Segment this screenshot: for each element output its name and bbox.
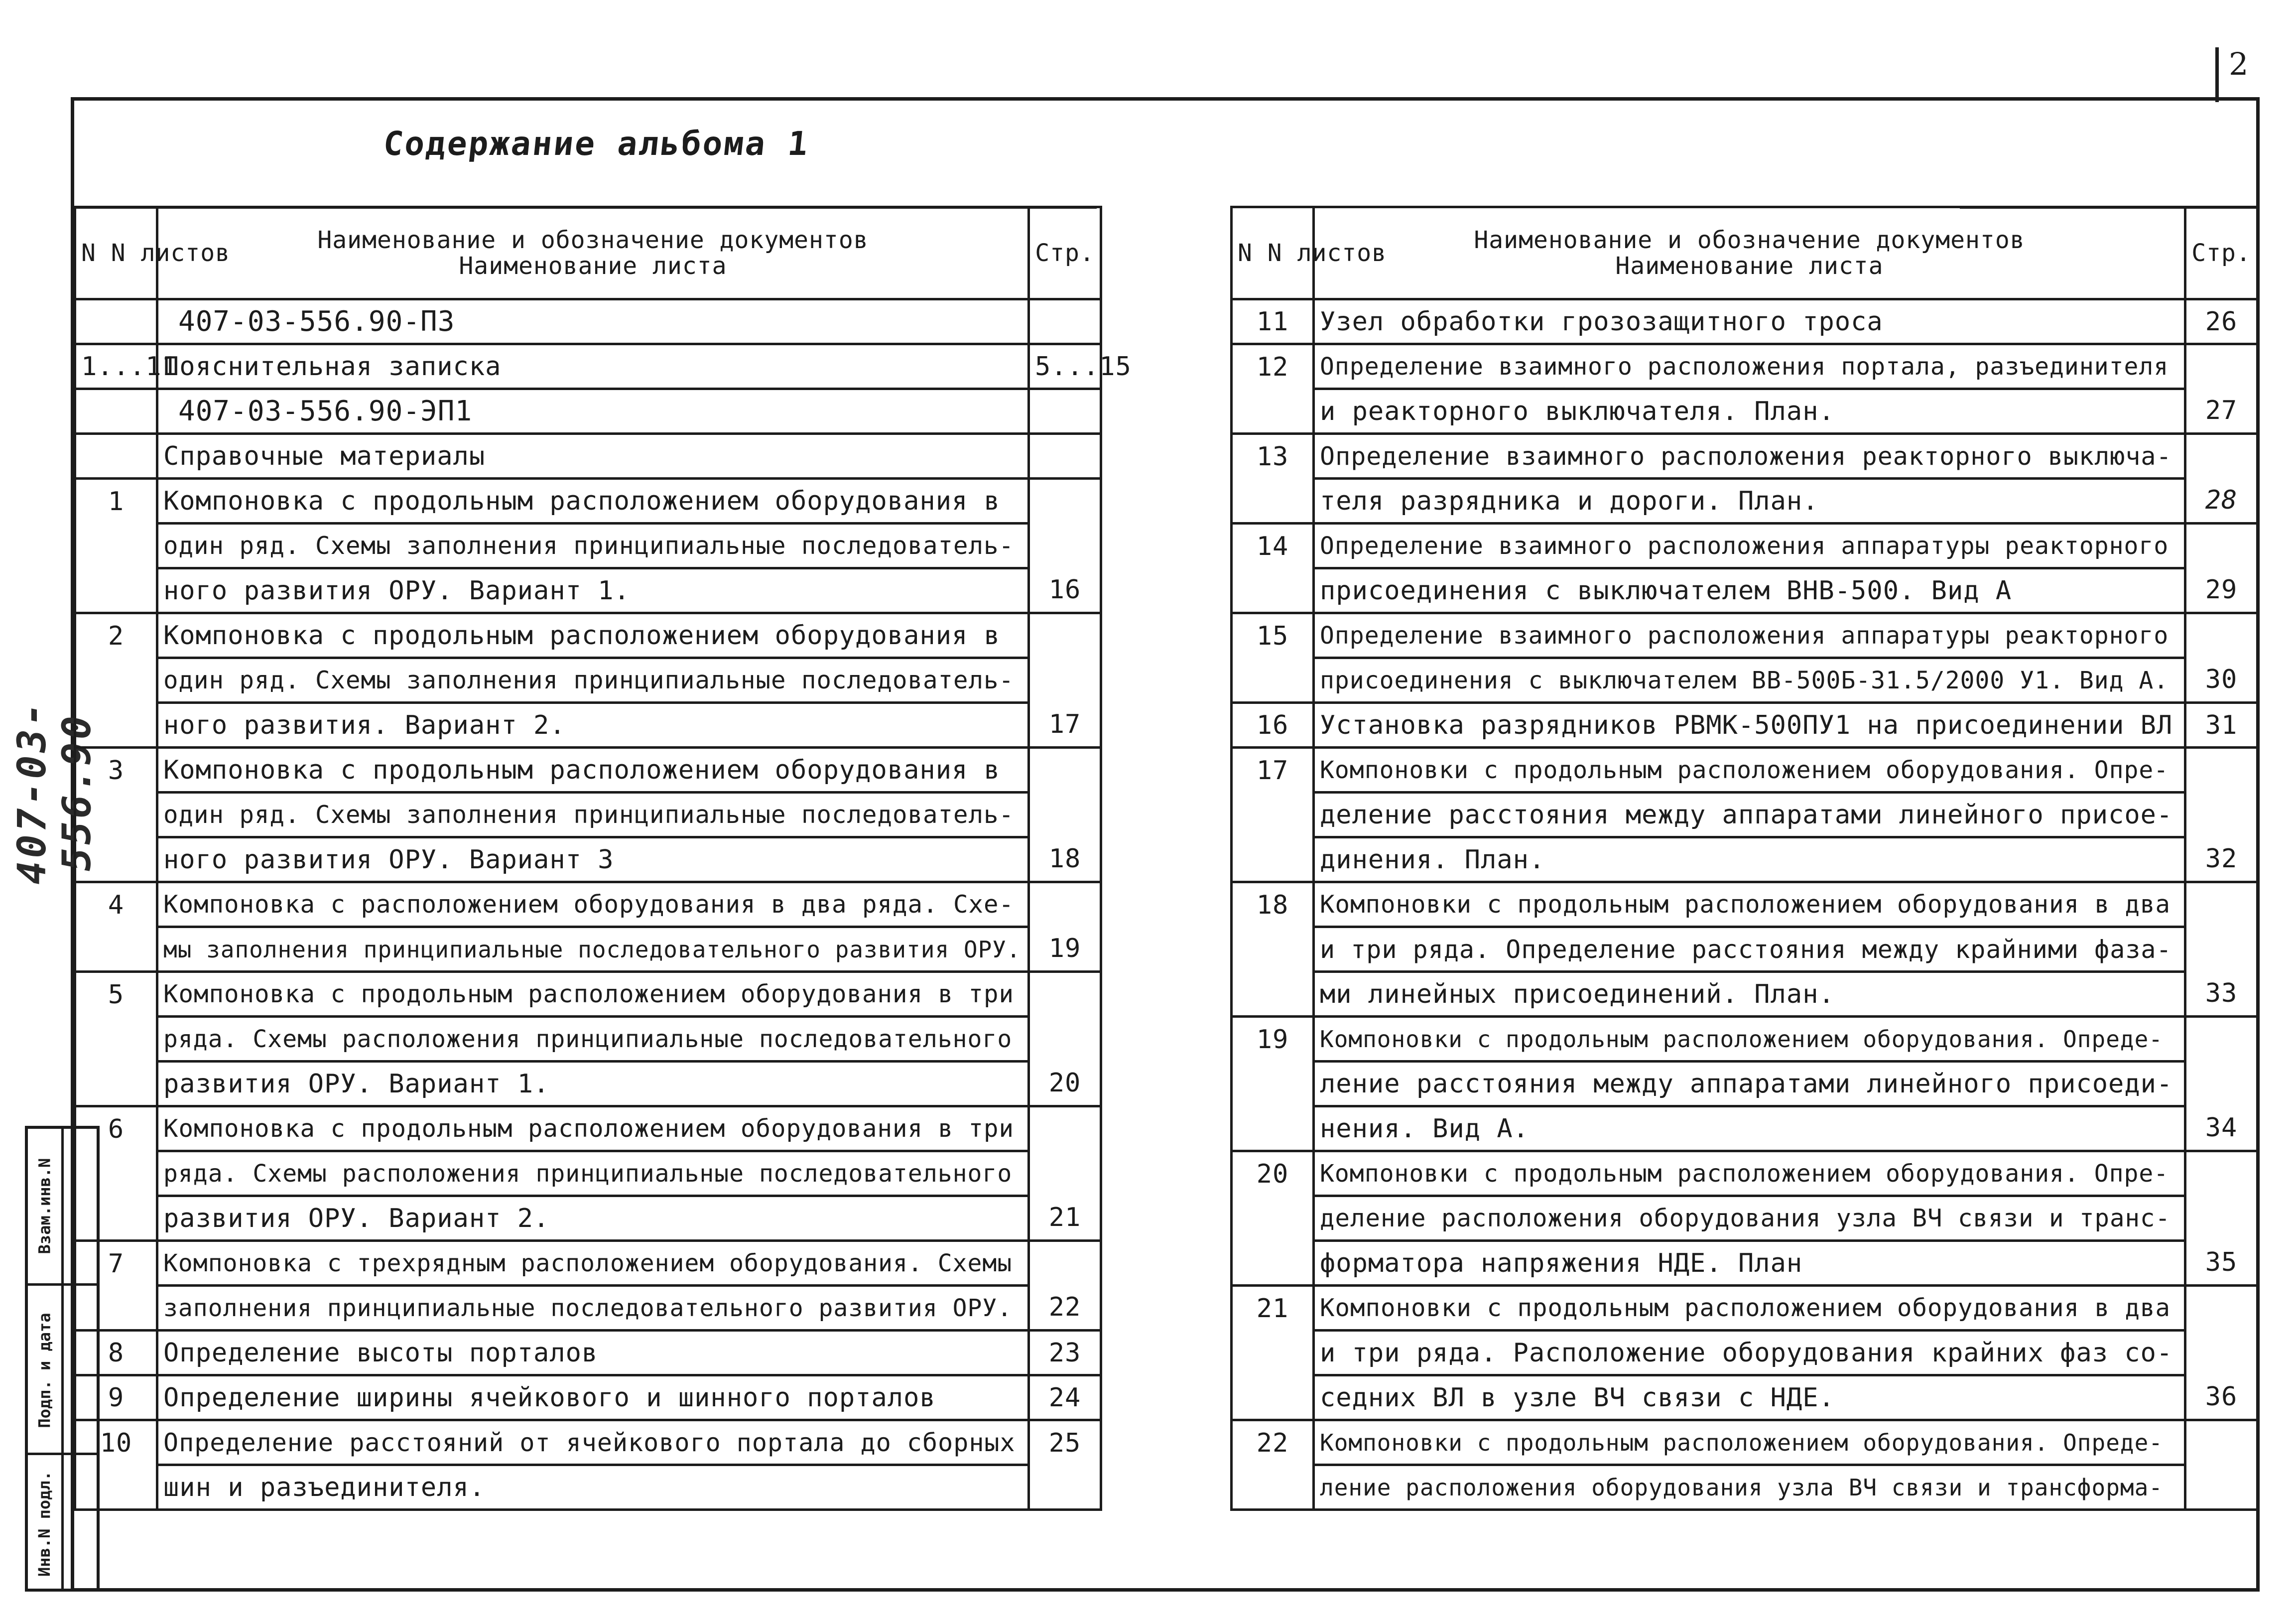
page-number-cell [1029, 1465, 1101, 1510]
page-number-cell [1029, 1241, 1101, 1286]
table-row [1232, 389, 2258, 434]
sheet-title-cell: ного развития ОРУ. Вариант 3 [157, 837, 1029, 882]
sheet-title-cell: теля разрядника и дороги. План. [1314, 479, 2185, 524]
header-name-line2: Наименование листа [1615, 252, 1884, 280]
table-row [75, 613, 1101, 658]
sheet-title-cell: динения. План. [1314, 837, 2185, 882]
sheet-number-cell [75, 1062, 157, 1106]
sheet-number-cell [1232, 1241, 1314, 1286]
sheet-number-cell: 1 [75, 479, 157, 524]
page-number-cell: 26 [2185, 299, 2258, 344]
sheet-number-cell [75, 703, 157, 748]
sheet-number-cell [1232, 1375, 1314, 1420]
page-number-cell [2185, 1331, 2258, 1375]
header-name-line2: Наименование листа [459, 252, 727, 280]
sheet-title-cell: Компоновка с продольным расположением оборудования в [157, 479, 1029, 524]
sheet-title-cell: Определение ширины ячейкового и шинного порталов [157, 1375, 1029, 1420]
sheet-title-cell: заполнения принципиальные последовательного развития ОРУ. [157, 1286, 1029, 1331]
table-row [1232, 434, 2258, 479]
page-number-cell: 36 [2185, 1375, 2258, 1420]
sheet-title-cell: Компоновка с продольным расположением оборудования в три [157, 1106, 1029, 1151]
sheet-number-cell: 2 [75, 613, 157, 658]
table-header-row [75, 207, 1101, 299]
table-row [1232, 972, 2258, 1017]
page-number-cell: 21 [1029, 1196, 1101, 1241]
page-number-cell [2185, 793, 2258, 837]
sheet-title-cell: один ряд. Схемы заполнения принципиальные последователь- [157, 524, 1029, 568]
sheet-number-cell: 6 [75, 1106, 157, 1151]
stamp-vzam-inv-label: Взам.инв.N [35, 1158, 54, 1254]
page-number-cell [2185, 1017, 2258, 1062]
stamp-label-column [28, 1129, 61, 1589]
sheet-title-cell: Пояснительная записка [157, 344, 1029, 389]
table-row [75, 927, 1101, 972]
sheet-number-cell [75, 1196, 157, 1241]
page-number-cell [1029, 658, 1101, 703]
table-row [75, 524, 1101, 568]
page-number-cell: 35 [2185, 1241, 2258, 1286]
page-number-cell [2185, 748, 2258, 793]
header-document-name [1314, 207, 2185, 299]
table-row [75, 837, 1101, 882]
table-row [1232, 793, 2258, 837]
sheet-number-cell: 10 [75, 1420, 157, 1465]
sheet-number: 2 [2229, 46, 2249, 82]
table-row [1232, 568, 2258, 613]
page-number-cell [1029, 479, 1101, 524]
table-row [1232, 1151, 2258, 1196]
sheet-title-cell: ление расстояния между аппаратами линейного присоеди- [1314, 1062, 2185, 1106]
page-number-cell [2185, 927, 2258, 972]
sheet-number-cell: 18 [1232, 882, 1314, 927]
table-header-row [1232, 207, 2258, 299]
sheet-title-cell: Определение взаимного расположения портала, разъединителя [1314, 344, 2185, 389]
stamp-podp-data-label: Подп. и дата [35, 1313, 54, 1428]
sheet-number-cell: 19 [1232, 1017, 1314, 1062]
table-row [1232, 1241, 2258, 1286]
header-sheet-numbers: N N листов [75, 207, 157, 299]
page-number-cell: 31 [2185, 703, 2258, 748]
sheet-title-cell: деление расположения оборудования узла ВЧ связи и транс- [1314, 1196, 2185, 1241]
sheet-number-cell: 7 [75, 1241, 157, 1286]
sheet-title-cell: нения. Вид А. [1314, 1106, 2185, 1151]
sheet-title-cell: один ряд. Схемы заполнения принципиальные последователь- [157, 658, 1029, 703]
sheet-number-cell [1232, 837, 1314, 882]
table-row [75, 1331, 1101, 1375]
table-row [1232, 882, 2258, 927]
sheet-title-cell: развития ОРУ. Вариант 2. [157, 1196, 1029, 1241]
sheet-title-cell: ряда. Схемы расположения принципиальные последовательного [157, 1017, 1029, 1062]
stamp-label-inv [28, 1453, 61, 1592]
sheet-number-cell [75, 434, 157, 479]
page-number-cell [1029, 793, 1101, 837]
table-row [75, 1465, 1101, 1510]
page-number-cell: 18 [1029, 837, 1101, 882]
sheet-number-cell [1232, 972, 1314, 1017]
page-number-cell: 30 [2185, 658, 2258, 703]
table-row [1232, 344, 2258, 389]
page-number-cell [2185, 1465, 2258, 1510]
page-number-cell [1029, 299, 1101, 344]
table-row [75, 1106, 1101, 1151]
sheet-title-cell: ного развития ОРУ. Вариант 1. [157, 568, 1029, 613]
table-row [1232, 299, 2258, 344]
sheet-title-cell: Компоновка с продольным расположением оборудования в [157, 748, 1029, 793]
side-document-code: 407-03-556.90 [10, 699, 100, 885]
sheet-number-cell [1232, 1465, 1314, 1510]
sheet-title-cell: ряда. Схемы расположения принципиальные последовательного [157, 1151, 1029, 1196]
sheet-number-cell: 22 [1232, 1420, 1314, 1465]
sheet-title-cell: Определение взаимного расположения аппаратуры реакторного [1314, 613, 2185, 658]
page-number-cell [1029, 524, 1101, 568]
sheet-title-cell: Справочные материалы [157, 434, 1029, 479]
sheet-title-cell: Компоновка с продольным расположением оборудования в [157, 613, 1029, 658]
sheet-title-cell: Компоновки с продольным расположением оборудования в два [1314, 882, 2185, 927]
sheet-number-cell [75, 927, 157, 972]
header-page: Стр. [1029, 207, 1101, 299]
sheet-number-cell: 9 [75, 1375, 157, 1420]
table-row [1232, 1017, 2258, 1062]
table-row [75, 479, 1101, 524]
sheet-number-cell [75, 1017, 157, 1062]
table-row [1232, 1331, 2258, 1375]
document-code-cell: 407-03-556.90-ЭП1 [157, 389, 1029, 434]
page-number-cell [1029, 1151, 1101, 1196]
sheet-number-cell [75, 658, 157, 703]
table-row [75, 1375, 1101, 1420]
sheet-title-cell: седних ВЛ в узле ВЧ связи с НДЕ. [1314, 1375, 2185, 1420]
table-row [75, 882, 1101, 927]
page-number-cell: 29 [2185, 568, 2258, 613]
sheet-number-cell: 8 [75, 1331, 157, 1375]
table-row [75, 658, 1101, 703]
sheet-number-cell: 3 [75, 748, 157, 793]
page-number-cell [1029, 748, 1101, 793]
sheet-number-cell: 12 [1232, 344, 1314, 389]
table-row [75, 1062, 1101, 1106]
sheet-title-cell: Узел обработки грозозащитного троса [1314, 299, 2185, 344]
sheet-title-cell: Компоновки с продольным расположением оборудования. Опреде- [1314, 1017, 2185, 1062]
page-number-cell: 28 [2185, 479, 2258, 524]
table-row [75, 748, 1101, 793]
header-document-name [157, 207, 1029, 299]
page-number-cell [1029, 882, 1101, 927]
sheet-number-cell: 21 [1232, 1286, 1314, 1331]
sheet-number-cell [75, 1151, 157, 1196]
stamp-inv-podl-label: Инв.N подл. [35, 1471, 54, 1577]
page-number-cell: 25 [1029, 1420, 1101, 1465]
header-page: Стр. [2185, 207, 2258, 299]
table-row [1232, 1420, 2258, 1465]
sheet-title-cell: ление расположения оборудования узла ВЧ связи и трансформа- [1314, 1465, 2185, 1510]
table-row [75, 299, 1101, 344]
table-row [75, 1286, 1101, 1331]
sheet-title-cell: Установка разрядников РВМК-500ПУ1 на присоединении ВЛ [1314, 703, 2185, 748]
page-number-cell [2185, 1062, 2258, 1106]
sheet-number-cell [1232, 568, 1314, 613]
sheet-title-cell: Определение взаимного расположения аппаратуры реакторного [1314, 524, 2185, 568]
sheet-title-cell: один ряд. Схемы заполнения принципиальные последователь- [157, 793, 1029, 837]
page-number-cell: 17 [1029, 703, 1101, 748]
table-row [75, 1017, 1101, 1062]
sheet-number-cell: 15 [1232, 613, 1314, 658]
page-number-cell: 5...15 [1029, 344, 1101, 389]
sheet-title-cell: форматора напряжения НДЕ. План [1314, 1241, 2185, 1286]
sheet-title-cell: Компоновка с расположением оборудования в два ряда. Схе- [157, 882, 1029, 927]
sheet-number-cell [1232, 793, 1314, 837]
contents-table-left [74, 206, 1132, 1511]
page-number-cell [2185, 1286, 2258, 1331]
stamp-label-vzam [28, 1129, 61, 1283]
sheet-title-cell: ми линейных присоединений. План. [1314, 972, 2185, 1017]
sheet-title-cell: Определение взаимного расположения реакторного выключа- [1314, 434, 2185, 479]
page-number-cell: 24 [1029, 1375, 1101, 1420]
header-name-line1: Наименование и обозначение документов [1474, 226, 2025, 254]
sheet-number-cell: 4 [75, 882, 157, 927]
table-row [1232, 837, 2258, 882]
table-row [75, 793, 1101, 837]
sheet-number-cell: 13 [1232, 434, 1314, 479]
page-title: Содержание альбома 1 [381, 125, 811, 163]
sheet-number-cell: 14 [1232, 524, 1314, 568]
sheet-number-cell [1232, 479, 1314, 524]
table-row [1232, 703, 2258, 748]
table-row [1232, 1196, 2258, 1241]
sheet-title-cell: присоединения с выключателем ВВ-500Б-31.5/2000 У1. Вид А. [1314, 658, 2185, 703]
sheet-title-cell: шин и разъединителя. [157, 1465, 1029, 1510]
sheet-title-cell: Компоновки с продольным расположением оборудования. Опре- [1314, 748, 2185, 793]
page-number-cell [2185, 434, 2258, 479]
sheet-title-cell: и три ряда. Определение расстояния между крайними фаза- [1314, 927, 2185, 972]
sheet-number-cell: 11 [1232, 299, 1314, 344]
page-number-cell: 20 [1029, 1062, 1101, 1106]
sheet-title-cell: деление расстояния между аппаратами линейного присое- [1314, 793, 2185, 837]
sheet-title-cell: Компоновки с продольным расположением оборудования. Опре- [1314, 1151, 2185, 1196]
page-number-cell: 23 [1029, 1331, 1101, 1375]
sheet-number-cell: 1...11 [75, 344, 157, 389]
page-number-cell [1029, 389, 1101, 434]
page-number-cell [2185, 1151, 2258, 1196]
page-number-cell [2185, 613, 2258, 658]
page-number-cell [2185, 344, 2258, 389]
sheet-number-cell [1232, 1106, 1314, 1151]
table-row [1232, 927, 2258, 972]
table-row [1232, 1465, 2258, 1510]
sheet-number-cell: 16 [1232, 703, 1314, 748]
page-number-cell [2185, 882, 2258, 927]
sheet-number-cell: 17 [1232, 748, 1314, 793]
sheet-title-cell: развития ОРУ. Вариант 1. [157, 1062, 1029, 1106]
sheet-number-cell [1232, 658, 1314, 703]
sheet-title-cell: Определение расстояний от ячейкового портала до сборных [157, 1420, 1029, 1465]
table-row [75, 1196, 1101, 1241]
sheet-number-cell [1232, 1062, 1314, 1106]
sheet-title-cell: Определение высоты порталов [157, 1331, 1029, 1375]
sheet-number-cell [75, 299, 157, 344]
table-row [1232, 524, 2258, 568]
table-row [75, 1241, 1101, 1286]
sheet-title-cell: Компоновка с трехрядным расположением оборудования. Схемы [157, 1241, 1029, 1286]
page-number-cell: 22 [1029, 1286, 1101, 1331]
page-number-cell [1029, 434, 1101, 479]
document-code-cell: 407-03-556.90-ПЗ [157, 299, 1029, 344]
sheet-title-cell: ного развития. Вариант 2. [157, 703, 1029, 748]
page-number-cell [1029, 1106, 1101, 1151]
sheet-number-cell [1232, 389, 1314, 434]
page-number-cell: 34 [2185, 1106, 2258, 1151]
page-number-cell [1029, 613, 1101, 658]
sheet-title-cell: Компоновки с продольным расположением оборудования. Опреде- [1314, 1420, 2185, 1465]
sheet-number-cell: 5 [75, 972, 157, 1017]
page-number-cell [2185, 524, 2258, 568]
table-row [1232, 1286, 2258, 1331]
page-number-cell: 27 [2185, 389, 2258, 434]
sheet-number-cell [75, 793, 157, 837]
sheet-title-cell: Компоновка с продольным расположением оборудования в три [157, 972, 1029, 1017]
table-row [75, 972, 1101, 1017]
page-number-cell: 19 [1029, 927, 1101, 972]
page-number-cell [2185, 1420, 2258, 1465]
sheet-number-cell [1232, 927, 1314, 972]
sheet-number-cell [75, 524, 157, 568]
sheet-title-cell: присоединения с выключателем ВНВ-500. Вид А [1314, 568, 2185, 613]
page-number-cell [2185, 1196, 2258, 1241]
sheet-number-cell [75, 568, 157, 613]
page-number-cell [1029, 972, 1101, 1017]
sheet-number-cell [75, 1465, 157, 1510]
table-row [1232, 1106, 2258, 1151]
table-row [75, 1151, 1101, 1196]
page-number-cell: 33 [2185, 972, 2258, 1017]
table-row [75, 703, 1101, 748]
page-number-cell: 16 [1029, 568, 1101, 613]
table-row [75, 568, 1101, 613]
table-row [75, 344, 1101, 389]
table-row [1232, 1375, 2258, 1420]
sheet-title-cell: и реакторного выключателя. План. [1314, 389, 2185, 434]
table-row [1232, 479, 2258, 524]
sheet-number-cell [1232, 1196, 1314, 1241]
sheet-number-cell [1232, 1331, 1314, 1375]
page-number-cell [1029, 1017, 1101, 1062]
sheet-title-cell: Компоновки с продольным расположением оборудования в два [1314, 1286, 2185, 1331]
sheet-number-cell [75, 837, 157, 882]
table-row [1232, 748, 2258, 793]
sheet-title-cell: мы заполнения принципиальные последовательного развития ОРУ. [157, 927, 1029, 972]
page-number-cell: 32 [2185, 837, 2258, 882]
sheet-number-cell: 20 [1232, 1151, 1314, 1196]
table-row [1232, 1062, 2258, 1106]
header-name-line1: Наименование и обозначение документов [317, 226, 869, 254]
table-row [1232, 613, 2258, 658]
sheet-number-cell [75, 389, 157, 434]
table-row [75, 434, 1101, 479]
stamp-label-podp [28, 1283, 61, 1455]
table-row [75, 389, 1101, 434]
table-row [1232, 658, 2258, 703]
header-sheet-numbers: N N листов [1232, 207, 1314, 299]
sheet-number-cell [75, 1286, 157, 1331]
contents-table-right [1230, 206, 2259, 1511]
sheet-title-cell: и три ряда. Расположение оборудования крайних фаз со- [1314, 1331, 2185, 1375]
table-row [75, 1420, 1101, 1465]
